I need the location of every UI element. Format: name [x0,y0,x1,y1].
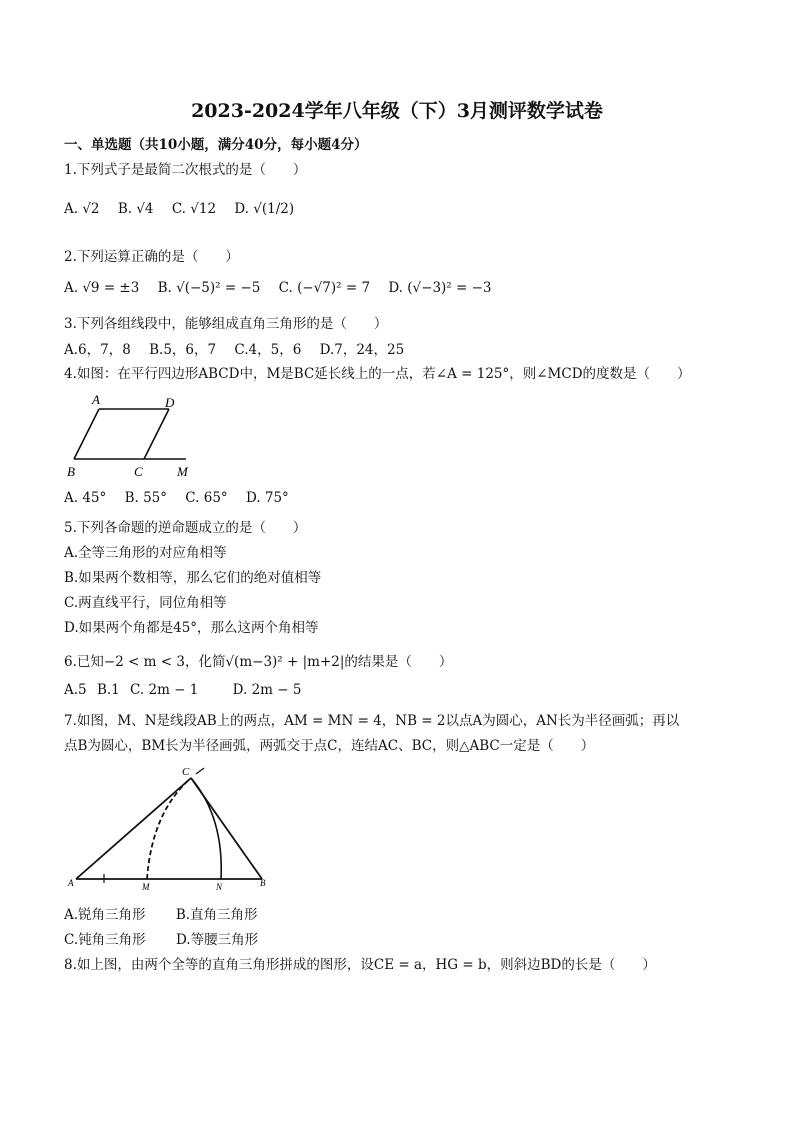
question-5-stem: 5.下列各命题的逆命题成立的是（ ） [64,520,307,536]
q5-option-b: B.如果两个数相等，那么它们的绝对值相等 [64,570,322,586]
q4-option-b: B. 55° [124,490,167,506]
parallelogram-figure [64,390,204,482]
q7-option-c: C.钝角三角形 [64,932,146,948]
q2-option-d: D. (√−3)² = −3 [388,280,492,296]
q7-option-d: D.等腰三角形 [175,932,259,948]
question-1-options [64,201,308,217]
q6-option-a: A.5 [64,682,87,698]
question-8-stem: 8.如上图，由两个全等的直角三角形拼成的图形，设CE = a，HG = b，则斜边BD的长是（ ） [64,957,656,973]
q1-option-a: A. √2 [64,201,100,217]
label-c: C [182,766,190,778]
question-1-stem: 1.下列式子是最简二次根式的是（ ） [64,162,307,178]
q6-option-b: B.1 [96,682,120,698]
label-m: M [142,882,150,892]
question-7-options-row2 [64,928,272,948]
question-2-stem: 2.下列运算正确的是（ ） [64,249,239,265]
segment-dc [144,409,169,459]
q5-option-d: D.如果两个角都是45°，那么这两个角相等 [64,620,319,636]
label-a: A [92,392,100,407]
question-4-stem: 4.如图：在平行四边形ABCD中，M是BC延长线上的一点，若∠A = 125°，则∠MCD的度数是（ ） [64,366,691,382]
label-d: D [165,395,175,410]
question-6-options [64,682,315,698]
question-6-stem: 6.已知−2 < m < 3，化简√(m−3)² + |m+2|的结果是（ ） [64,654,453,670]
q6-option-d: D. 2m − 5 [232,682,302,698]
arc-from-a [191,778,221,879]
segment-ab [74,409,99,459]
label-a: A [68,878,74,888]
q1-option-b: B. √4 [117,201,154,217]
q2-option-a: A. √9 = ±3 [64,280,140,296]
q4-option-c: C. 65° [185,490,228,506]
exam-title: 2023-2024学年八年级（下）3月测评数学试卷 [191,100,603,122]
q4-option-d: D. 75° [245,490,289,506]
label-c: C [134,464,143,479]
q3-option-a: A.6，7，8 [64,342,131,358]
question-4-options [64,490,303,506]
q3-option-b: B.5，6，7 [149,342,217,358]
label-m: M [177,464,188,479]
arc-end-mark [196,768,204,774]
label-n: N [216,882,223,892]
question-3-options [64,338,418,358]
q3-option-d: D.7，24，25 [319,342,405,358]
arc-from-b [147,778,191,879]
question-7-stem-line1: 7.如图，M、N是线段AB上的两点，AM = MN = 4，NB = 2以点A为圆心，AN长为半径画弧；再以 [64,713,680,729]
q6-option-c: C. 2m − 1 [130,682,199,698]
section-heading: 一、单选题（共10小题，满分40分，每小题4分） [64,137,368,153]
q5-option-a: A.全等三角形的对应角相等 [64,545,227,561]
q3-option-c: C.4，5，6 [234,342,302,358]
q2-option-b: B. √(−5)² = −5 [157,280,261,296]
triangle-arcs-figure [64,762,274,892]
q1-option-d: D. √(1/2) [234,201,295,217]
label-b: B [67,464,75,479]
question-7-options-row1 [64,903,272,923]
question-7-stem-line2: 点B为圆心，BM长为半径画弧，两弧交于点C，连结AC、BC，则△ABC一定是（ ） [64,738,595,754]
question-2-options [64,280,506,296]
segment-ac [76,778,191,879]
q4-option-a: A. 45° [64,490,107,506]
q1-option-c: C. √12 [171,201,217,217]
label-b: B [260,878,266,888]
q7-option-a: A.锐角三角形 [64,907,146,923]
q5-option-c: C.两直线平行，同位角相等 [64,595,227,611]
q7-option-b: B.直角三角形 [175,907,258,923]
question-3-stem: 3.下列各组线段中，能够组成直角三角形的是（ ） [64,316,388,332]
q2-option-c: C. (−√7)² = 7 [278,280,371,296]
